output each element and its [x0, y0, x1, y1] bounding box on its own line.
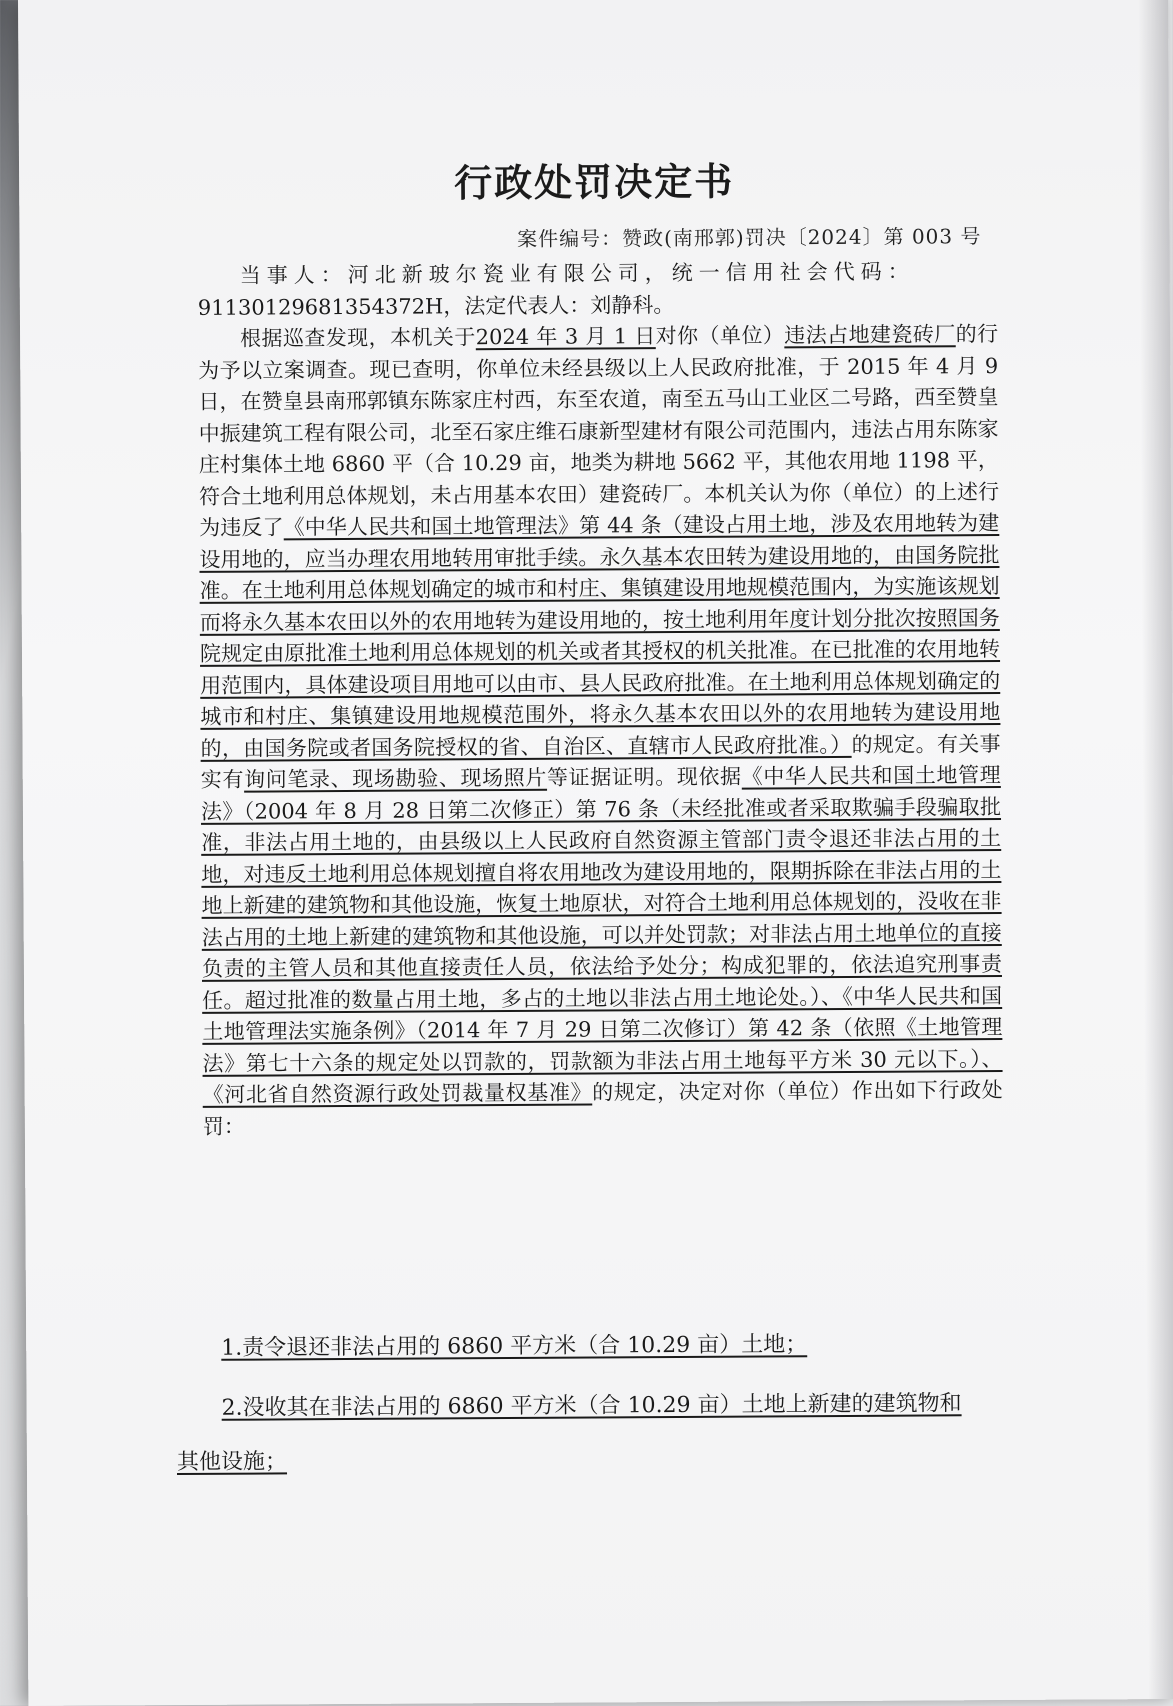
penalty-items [176, 1324, 1047, 1483]
case-number: 案件编号：赞政(南邢郭)罚决〔2024〕第 003 号 [516, 224, 982, 251]
p1-e: 等证据证明。现依据 [546, 764, 742, 790]
p1-d: 的规定。有关事实有 [200, 731, 1001, 792]
penalty-item-2-cont-text: 其他设施； [176, 1449, 288, 1476]
document-title: 行政处罚决定书 [453, 158, 735, 206]
main-paragraph [198, 319, 1003, 1143]
penalty-item-1-text: 1.责令退还非法占用的 6860 平方米（合 10.29 亩）土地； [221, 1332, 808, 1361]
law-citation-76: 《中华人民共和国土地管理法》（2004 年 8 月 28 日第二次修正）第 76 条（未经批准或者采取欺骗手段骗取批准，非法占用土地的，由县级以上人民政府自然资源主管部门责令退还非法占用的土地，对违反土地利用总体规划擅自将农用地改为建设用地的，限期拆除在非法占用的土地上新建的建筑物和其他设施，恢复土地原状，对符合土地利用总体规划的，没收在非法占用的土地上新建的建筑物和其他设施，可以并处罚款；对非法占用土地单位的直接负责的主管人员和其他直接责任人员，依法给予处分；构成犯罪的，依法追究刑事责任。超过批准的数量占用土地，多占的土地以非法占用土地论处。）、《中华人民共和国土地管理法实施条例》（2014 年 7 月 29 日第二次修订）第 42 条（依照《土地管理法》第七十六条的规定处以罚款的，罚款额为非法占用土地每平方米 30 元以下。）、《河北省自然资源行政处罚裁量权基准》 [200, 763, 1003, 1107]
p1-a: 根据巡查发现，本机关于 [239, 325, 476, 351]
p1-b: 对你（单位） [655, 323, 785, 349]
document-page [18, 0, 1173, 1706]
party-line-2: 91130129681354372H，法定代表人：刘静科。 [197, 292, 675, 320]
p1-f: 的规定，决定对你（单位）作出如下行政处罚： [202, 1078, 1003, 1139]
penalty-item-2 [221, 1384, 1046, 1429]
law-citation-44: 《中华人民共和国土地管理法》第 44 条（建设占用土地，涉及农用地转为建设用地的，应当办理农用地转用审批手续。永久基本农田转为建设用地的，由国务院批准。在土地利用总体规划确定的城市和村庄、集镇建设用地规模范围内，为实施该规划而将永久基本农田以外的农用地转为建设用地的，按土地利用年度计划分批次按照国务院规定由原批准土地利用总体规划的机关或者其授权的机关批准。在已批准的农用地转用范围内，具体建设项目用地可以由市、县人民政府批准。在土地利用总体规划确定的城市和村庄、集镇建设用地规模范围外，将永久基本农田以外的农用地转为建设用地的，由国务院或者国务院授权的省、自治区、直辖市人民政府批准。） [199, 511, 1001, 761]
p1-c: 的行为予以立案调查。现已查明，你单位未经县级以上人民政府批准，于 2015 年 4 月 9 日，在赞皇县南邢郭镇东陈家庄村西，东至农道，南至五马山工业区二号路，西至赞皇中振建筑工程有限公司，北至石家庄维石康新型建材有限公司范围内，违法占用东陈家庄村集体土地 6860 平（合 10.29 亩，地类为耕地 5662 平，其他农用地 1198 平，符合土地利用总体规划，未占用基本农田）建瓷砖厂。本机关认为你（单位）的上述行为违反了 [198, 322, 1000, 540]
page-edge-shadow [1138, 0, 1173, 1699]
penalty-item-2-text: 2.没收其在非法占用的 6860 平方米（合 10.29 亩）土地上新建的建筑物和 [221, 1391, 962, 1421]
penalty-item-1 [221, 1324, 1046, 1369]
penalty-item-2-cont [177, 1438, 1047, 1483]
document-body [198, 256, 1003, 1143]
party-line-1: 当事人：河北新玻尔瓷业有限公司，统一信用社会代码： [239, 259, 915, 288]
case-date: 2024 年 3 月 1 日 [475, 324, 656, 350]
party-line [198, 256, 998, 292]
violation-act: 违法占地建瓷砖厂 [784, 322, 956, 348]
evidence-list: 询问笔录、现场勘验、现场照片 [243, 765, 548, 792]
